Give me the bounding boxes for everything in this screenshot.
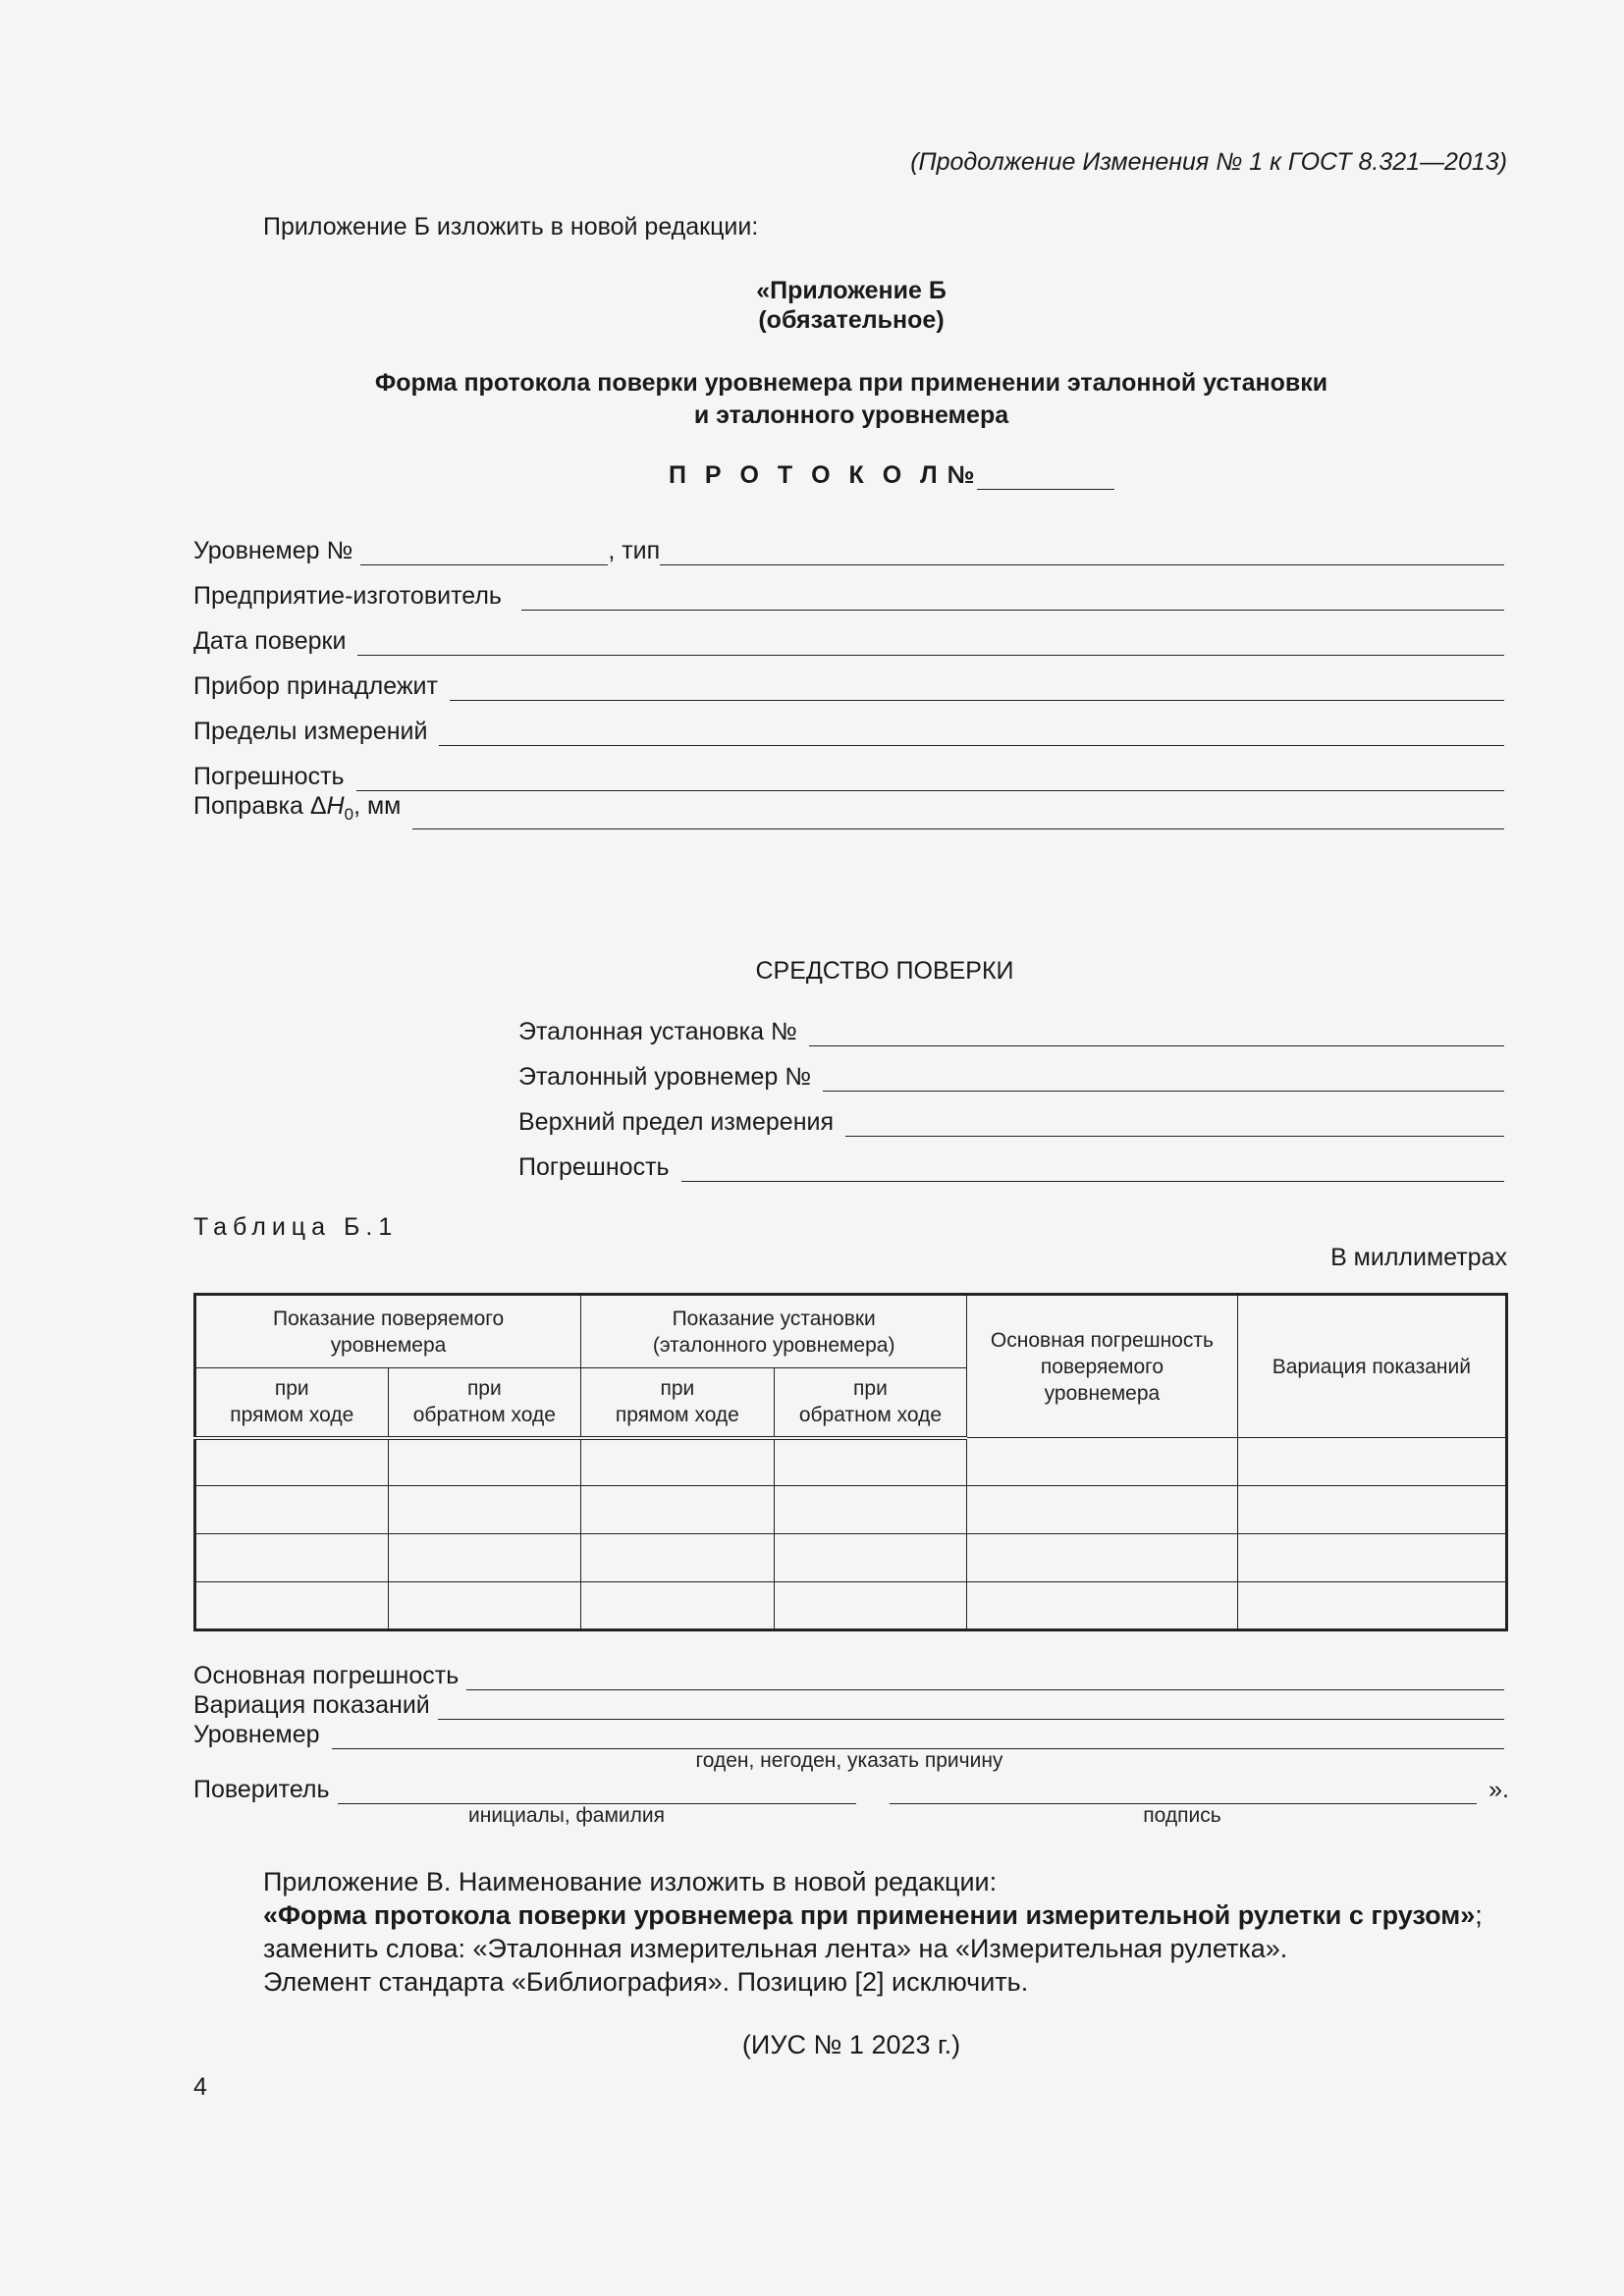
note-line2 (263, 1899, 1483, 1931)
table-cell[interactable] (774, 1438, 967, 1486)
protocol-word: П Р О Т О К О Л (669, 461, 944, 489)
table-cell[interactable] (967, 1438, 1237, 1486)
table-cell[interactable] (1237, 1534, 1506, 1582)
owner-row (193, 671, 1504, 701)
verifier-signature-line[interactable] (890, 1780, 1477, 1804)
reference-meter-row (518, 1062, 1504, 1092)
level-meter-row (193, 536, 1504, 565)
header-group-reference: Показание установки (эталонного уровнемера) (581, 1295, 967, 1368)
type-line[interactable] (660, 541, 1504, 565)
protocol-number-sign: № (947, 461, 975, 489)
table-cell[interactable] (774, 1582, 967, 1630)
owner-line[interactable] (450, 676, 1504, 701)
verification-date-label: Дата поверки (193, 627, 347, 655)
verification-date-line[interactable] (357, 631, 1504, 656)
upper-limit-label: Верхний предел измерения (518, 1108, 835, 1136)
header-reference-backward: при обратном ходе (774, 1368, 967, 1438)
header-group-tested: Показание поверяемого уровнемера (195, 1295, 581, 1368)
header-reference-forward: при прямом ходе (581, 1368, 775, 1438)
main-error-label: Основная погрешность (193, 1662, 460, 1689)
table-cell[interactable] (581, 1438, 775, 1486)
note-line2-bold: «Форма протокола поверки уровнемера при применении измерительной рулетки с грузом» (263, 1900, 1476, 1930)
form-title-line2: и эталонного уровнемера (693, 401, 1009, 429)
correction-line[interactable] (412, 805, 1504, 829)
note-line1: Приложение В. Наименование изложить в новой редакции: (263, 1867, 998, 1896)
protocol-heading (669, 460, 1114, 490)
header-tested-backward: при обратном ходе (388, 1368, 581, 1438)
note-line3: заменить слова: «Эталонная измерительная лента» на «Измерительная рулетка». (263, 1934, 1288, 1963)
correction-label: Поправка $\Delta H_0$, мм (193, 792, 402, 824)
header-main-error: Основная погрешность поверяемого уровнемера (967, 1295, 1237, 1438)
table-cell[interactable] (967, 1534, 1237, 1582)
level-meter-number-line[interactable] (360, 541, 608, 565)
verifier-row (193, 1775, 1509, 1804)
note-line2-tail: ; (1475, 1900, 1483, 1930)
error-label: Погрешность (193, 763, 345, 790)
error-row (193, 762, 1504, 791)
range-label: Пределы измерений (193, 718, 428, 745)
range-row (193, 717, 1504, 746)
table-label: Таблица Б.1 (193, 1213, 399, 1241)
table-row (195, 1438, 1507, 1486)
upper-limit-row (518, 1107, 1504, 1137)
table-cell[interactable] (967, 1486, 1237, 1534)
type-label: , тип (608, 537, 661, 564)
correction-row (193, 791, 1504, 829)
level-meter-verdict-line[interactable] (332, 1725, 1504, 1749)
note-line4: Элемент стандарта «Библиография». Позицию [2] исключить. (263, 1967, 1029, 1997)
page-number: 4 (193, 2073, 207, 2101)
means-error-row (518, 1152, 1504, 1182)
table-cell[interactable] (581, 1582, 775, 1630)
verdict-hint: годен, негоден, указать причину (695, 1749, 1003, 1772)
table-row (195, 1582, 1507, 1630)
manufacturer-label: Предприятие-изготовитель (193, 582, 502, 610)
table-cell[interactable] (195, 1438, 389, 1486)
header-tested-forward: при прямом ходе (195, 1368, 389, 1438)
table-units: В миллиметрах (1330, 1244, 1507, 1271)
manufacturer-line[interactable] (521, 586, 1504, 611)
means-error-line[interactable] (681, 1157, 1504, 1182)
ius-reference: (ИУС № 1 2023 г.) (741, 2030, 961, 2059)
table-cell[interactable] (774, 1534, 967, 1582)
level-meter-verdict-label: Уровнемер (193, 1721, 320, 1748)
table-cell[interactable] (195, 1534, 389, 1582)
header-variation: Вариация показаний (1237, 1295, 1506, 1438)
upper-limit-line[interactable] (845, 1112, 1504, 1137)
manufacturer-row (193, 581, 1504, 611)
table-cell[interactable] (581, 1486, 775, 1534)
reference-meter-line[interactable] (823, 1067, 1504, 1092)
main-error-row (193, 1661, 1504, 1690)
appendix-status: (обязательное) (758, 306, 945, 334)
table-cell[interactable] (195, 1486, 389, 1534)
closing-quote: ». (1489, 1776, 1509, 1803)
protocol-number-line[interactable] (977, 465, 1114, 490)
reference-meter-label: Эталонный уровнемер № (518, 1063, 812, 1091)
form-title-line1: Форма протокола поверки уровнемера при применении эталонной установки (374, 369, 1328, 397)
table-cell[interactable] (388, 1582, 581, 1630)
intro-text: Приложение Б изложить в новой редакции: (263, 213, 759, 240)
table-cell[interactable] (388, 1486, 581, 1534)
table-cell[interactable] (388, 1534, 581, 1582)
continuation-note: (Продолжение Изменения № 1 к ГОСТ 8.321—2013) (910, 148, 1507, 176)
level-meter-label: Уровнемер № (193, 537, 353, 564)
table-cell[interactable] (1237, 1438, 1506, 1486)
table-cell[interactable] (388, 1438, 581, 1486)
table-cell[interactable] (1237, 1582, 1506, 1630)
variation-label: Вариация показаний (193, 1691, 430, 1719)
main-error-line[interactable] (466, 1666, 1504, 1690)
reference-unit-label: Эталонная установка № (518, 1018, 797, 1045)
reference-unit-line[interactable] (809, 1022, 1504, 1046)
error-line[interactable] (356, 767, 1504, 791)
appendix-title: «Приложение Б (756, 277, 947, 304)
table-row (195, 1534, 1507, 1582)
table-cell[interactable] (967, 1582, 1237, 1630)
table-cell[interactable] (1237, 1486, 1506, 1534)
level-meter-verdict-row (193, 1720, 1504, 1749)
variation-line[interactable] (438, 1695, 1504, 1720)
variation-row (193, 1690, 1504, 1720)
signature-hint: подпись (1143, 1804, 1221, 1827)
range-line[interactable] (439, 721, 1504, 746)
reference-unit-row (518, 1017, 1504, 1046)
means-error-label: Погрешность (518, 1153, 670, 1181)
verifier-label: Поверитель (193, 1776, 330, 1803)
owner-label: Прибор принадлежит (193, 672, 438, 700)
verifier-initials-line[interactable] (338, 1780, 857, 1804)
means-title: СРЕДСТВО ПОВЕРКИ (755, 957, 1014, 985)
table-cell[interactable] (195, 1582, 389, 1630)
verification-date-row (193, 626, 1504, 656)
table-row (195, 1486, 1507, 1534)
table-cell[interactable] (581, 1534, 775, 1582)
initials-hint: инициалы, фамилия (468, 1804, 665, 1827)
table-cell[interactable] (774, 1486, 967, 1534)
verification-table (193, 1293, 1508, 1631)
